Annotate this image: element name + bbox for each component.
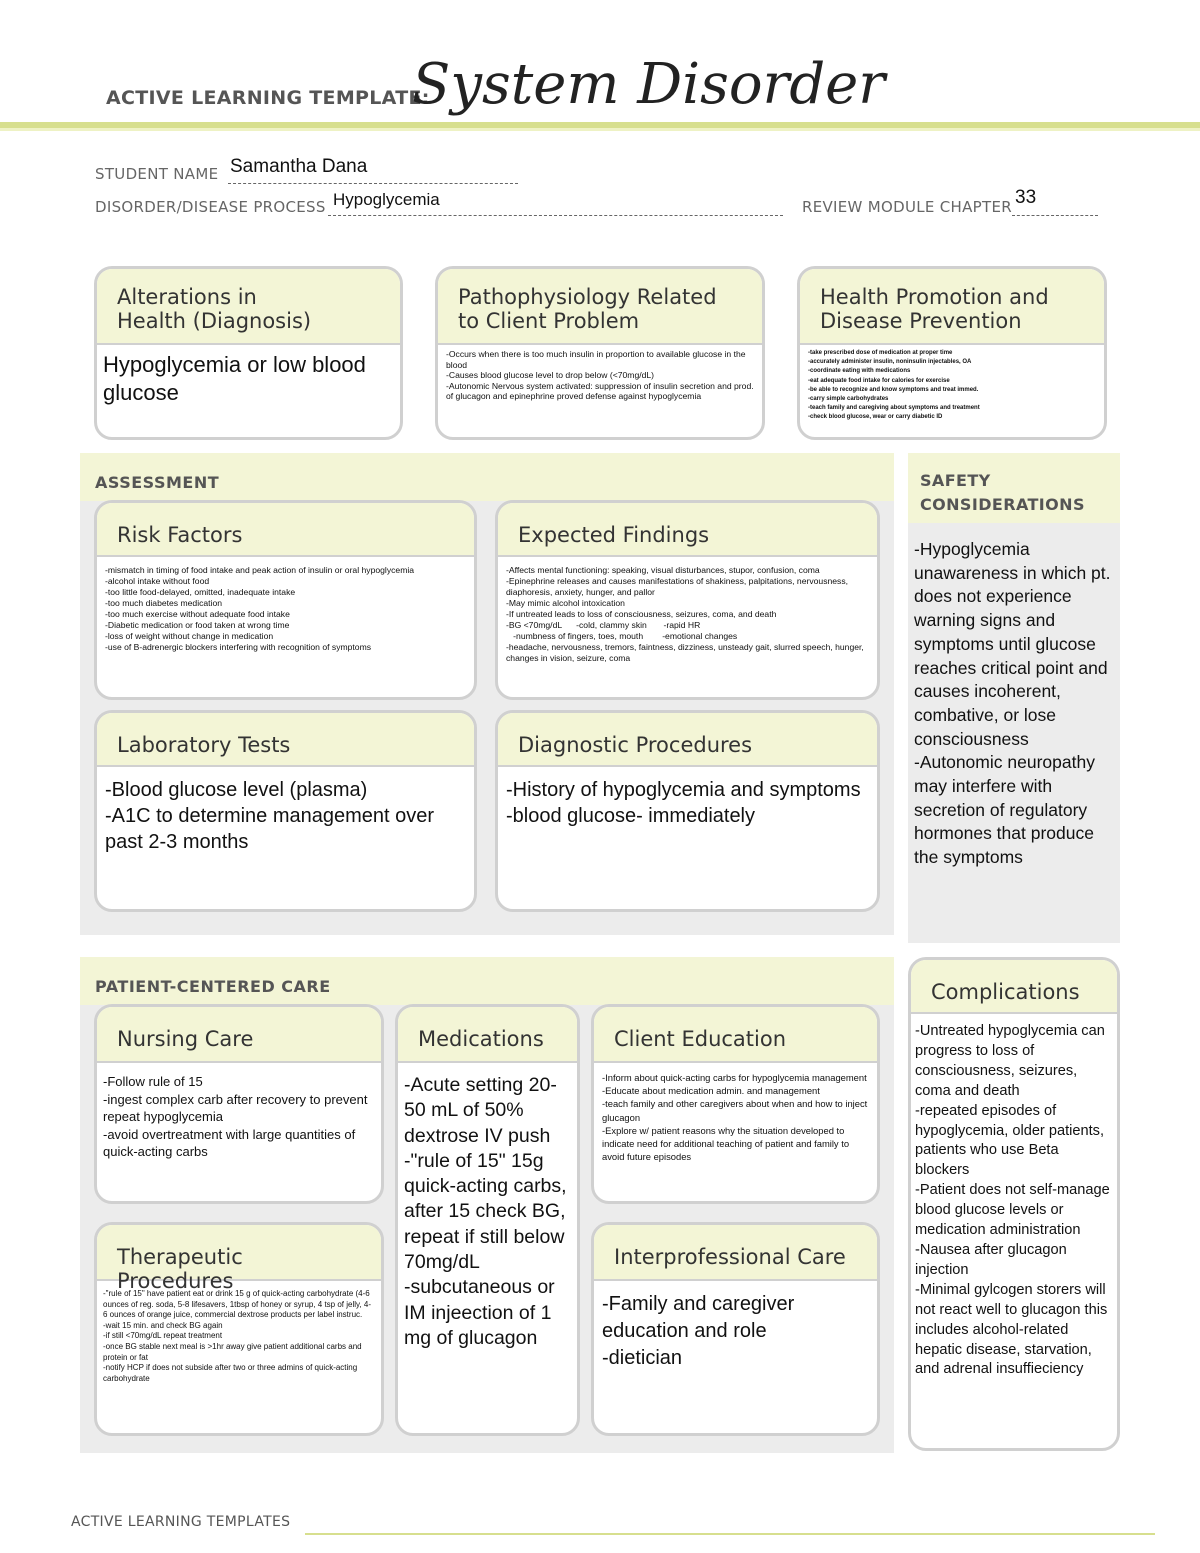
health-promotion-body[interactable]: -take prescribed dose of medication at proper time -accurately administer insulin, noninsulin injectables, OA -coordinate eating with medications -eat adequate food intake for calories for exercise -be able to recognize and know symptoms and treat immed. -carry simple carbohydrates -teach family and caregiving about symptoms and treatment -check blood glucose, wear or carry diabetic ID (808, 350, 980, 421)
laboratory-tests-title: Laboratory Tests (97, 713, 474, 767)
alterations-box (94, 266, 403, 440)
health-promotion-title: Health Promotion and Disease Prevention (800, 269, 1104, 345)
pathophysiology-box (435, 266, 765, 440)
therapeutic-procedures-body[interactable]: -"rule of 15" have patient eat or drink 15 g of quick-acting carbohydrate (4-6 ounces of reg. soda, 5-8 lifesavers, 1tbsp of honey or syrup, 4 tsp of jelly, 4-6 ounces of orange juice, commercial dextrose products per label instruc. -wait 15 min. and check BG again -if still <70mg/dL repeat treatment -once BG stable next meal is >1hr away give patient additional carbs and protein or fat -notify HCP if does not subside after two or three admins of quick-acting carbohydrate (103, 1289, 371, 1383)
pathophysiology-body[interactable]: -Occurs when there is too much insulin in proportion to available glucose in the blood -Causes blood glucose level to drop below (<70mg/dL) -Autonomic Nervous system activated: suppression of insulin secretion and prod. of glucagon and epinephrine proved defense against hypoglycemia (446, 349, 754, 402)
complications-body[interactable]: -Untreated hypoglycemia can progress to loss of consciousness, seizures, coma and death -repeated episodes of hypoglycemia, older patients, patients who use Beta blockers -Patient does not self-manage blood glucose levels or medication administration -Nausea after glucagon injection -Minimal gylcogen storers will not react well to glucagon this includes alcohol-related hepatic disease, starvation, and adrenal insuffieciency (915, 1023, 1110, 1378)
disorder-field[interactable]: Hypoglycemia (333, 190, 440, 209)
interprofessional-care-body[interactable]: -Family and caregiver education and role -dietician (602, 1293, 795, 1369)
medications-title: Medications (398, 1007, 577, 1063)
diagnostic-procedures-body[interactable]: -History of hypoglycemia and symptoms -blood glucose- immediately (506, 779, 861, 827)
student-name-underline (228, 183, 518, 184)
health-promotion-box (797, 266, 1107, 440)
safety-title: SAFETY CONSIDERATIONS (908, 453, 1120, 523)
client-education-title: Client Education (594, 1007, 877, 1063)
footer-rule (305, 1533, 1155, 1535)
risk-factors-body[interactable]: -mismatch in timing of food intake and peak action of insulin or oral hypoglycemia -alcohol intake without food -too little food-delayed, omitted, inadequate intake -too much diabetes medication -too much exercise without adequate food intake -Diabetic medication or food taken at wrong time -loss of weight without change in medication -use of B-adrenergic blockers interfering with recognition of symptoms (105, 565, 415, 652)
student-name-field[interactable]: Samantha Dana (230, 156, 368, 177)
laboratory-tests-box (94, 710, 477, 912)
chapter-underline (1012, 215, 1098, 216)
therapeutic-procedures-box (94, 1222, 384, 1436)
diagnostic-procedures-box (495, 710, 880, 912)
assessment-title: ASSESSMENT (95, 473, 220, 492)
client-education-body[interactable]: -Inform about quick-acting carbs for hypoglycemia management -Educate about medication admin. and management -teach family and other caregivers about when and how to inject glucagon -Explore w/ patient reasons why the situation developed to indicate need for additional teaching of patient and family to avoid future episodes (602, 1072, 868, 1163)
expected-findings-box (495, 500, 880, 700)
pathophysiology-title: Pathophysiology Related to Client Problem (438, 269, 762, 345)
client-education-box (591, 1004, 880, 1204)
nursing-care-box (94, 1004, 384, 1204)
medications-box (395, 1004, 580, 1436)
risk-factors-title: Risk Factors (97, 503, 474, 557)
medications-body[interactable]: -Acute setting 20-50 mL of 50% dextrose IV push -"rule of 15" 15g quick-acting carbs, after 15 check BG, repeat if still below 70mg/dL -subcutaneous or IM injeection of 1 mg of glucagon (404, 1074, 567, 1349)
complications-box (908, 957, 1120, 1451)
template-label: ACTIVE LEARNING TEMPLATE: (106, 87, 430, 109)
alterations-body[interactable]: Hypoglycemia or low blood glucose (103, 352, 366, 405)
risk-factors-box (94, 500, 477, 700)
chapter-label: REVIEW MODULE CHAPTER (802, 198, 1012, 216)
safety-body[interactable]: -Hypoglycemia unawareness in which pt. does not experience warning signs and symptoms until glucose reaches critical point and causes incoherent, combative, or lose consciousness -Autonomic neuropathy may interfere with secretion of regulatory hormones that produce the symptoms (914, 539, 1111, 868)
pcc-title: PATIENT-CENTERED CARE (95, 977, 331, 996)
interprofessional-care-title: Interprofessional Care (594, 1225, 877, 1281)
expected-findings-body[interactable]: -Affects mental functioning: speaking, visual disturbances, stupor, confusion, coma -Epinephrine releases and causes manifestations of shakiness, palpitations, nervousness, diaphoresis, anxiety, hunger, and pallor -May mimic alcohol intoxication -If untreated leads to loss of consciousness, seizures, coma, and death -BG <70mg/dL -cold, clammy skin -rapid HR -numbness of fingers, toes, mouth -emotional changes -headache, nervousness, tremors, faintness, dizziness, unsteady gait, slurred speech, hunger, changes in vision, seizure, coma (506, 565, 864, 663)
student-name-label: STUDENT NAME (95, 165, 219, 183)
chapter-field[interactable]: 33 (1015, 187, 1037, 208)
expected-findings-title: Expected Findings (498, 503, 877, 557)
header-rule-light (0, 128, 1200, 131)
footer-label: ACTIVE LEARNING TEMPLATES (71, 1514, 291, 1530)
disorder-label: DISORDER/DISEASE PROCESS (95, 198, 326, 216)
complications-title: Complications (911, 960, 1117, 1014)
template-title: System Disorder (412, 52, 886, 117)
alterations-title: Alterations in Health (Diagnosis) (97, 269, 400, 345)
interprofessional-care-box (591, 1222, 880, 1436)
diagnostic-procedures-title: Diagnostic Procedures (498, 713, 877, 767)
nursing-care-body[interactable]: -Follow rule of 15 -ingest complex carb after recovery to prevent repeat hypoglycemia -avoid overtreatment with large quantities of quick-acting carbs (103, 1074, 368, 1159)
therapeutic-procedures-title: Therapeutic Procedures (97, 1225, 381, 1281)
nursing-care-title: Nursing Care (97, 1007, 381, 1063)
laboratory-tests-body[interactable]: -Blood glucose level (plasma) -A1C to determine management over past 2-3 months (105, 779, 435, 853)
disorder-underline (328, 215, 783, 216)
